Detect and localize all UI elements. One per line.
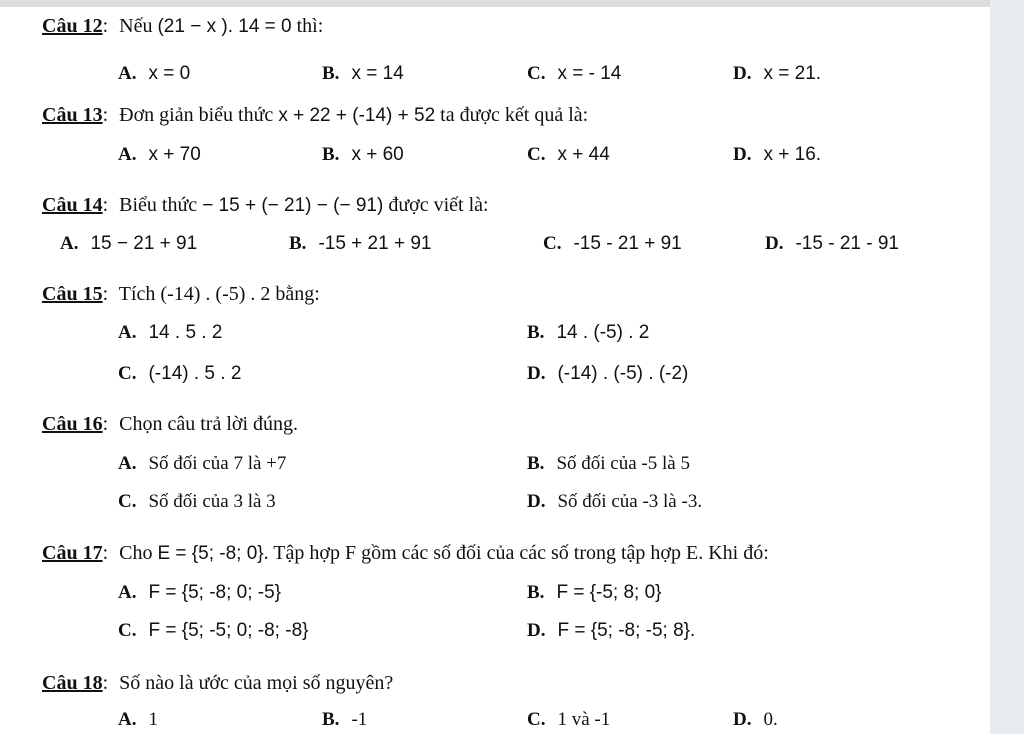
option-a xyxy=(60,232,197,256)
option-b xyxy=(322,62,404,86)
stem-text: được viết là: xyxy=(383,194,489,216)
question-stem xyxy=(42,671,393,695)
option-d xyxy=(765,232,899,256)
question-label: Câu 12 xyxy=(42,15,103,37)
option-letter: A. xyxy=(118,582,137,603)
label-colon: : xyxy=(102,194,109,216)
label-colon: : xyxy=(102,542,109,564)
question-label: Câu 17 xyxy=(42,542,103,564)
option-letter: D. xyxy=(733,709,752,730)
option-content: x = 0 xyxy=(148,63,191,84)
stem-text: Tích (-14) . (-5) . 2 bằng: xyxy=(118,283,320,305)
option-content: x = 21. xyxy=(763,63,822,84)
option-a xyxy=(118,143,201,167)
option-content: x + 16. xyxy=(763,144,822,165)
option-content: Số đối của -5 là 5 xyxy=(556,453,690,474)
option-content: F = {5; -5; 0; -8; -8} xyxy=(148,620,309,641)
stem-text: Biểu thức xyxy=(119,194,203,216)
stem-text: Số nào là ước của mọi số nguyên? xyxy=(119,672,394,694)
right-side-panel xyxy=(990,0,1024,734)
option-letter: C. xyxy=(118,620,137,641)
option-letter: D. xyxy=(527,620,546,641)
option-letter: B. xyxy=(527,322,545,343)
option-letter: C. xyxy=(527,709,546,730)
option-c xyxy=(118,490,276,514)
option-content: F = {-5; 8; 0} xyxy=(556,582,662,603)
stem-math: x + 22 + (-14) + 52 xyxy=(278,105,436,126)
option-letter: B. xyxy=(322,709,340,730)
stem-text: ta được kết quả là: xyxy=(435,104,589,126)
stem-text: thì: xyxy=(291,15,324,37)
question-stem xyxy=(42,193,489,218)
label-colon: : xyxy=(102,15,109,37)
option-d xyxy=(527,619,695,643)
option-content: -15 - 21 + 91 xyxy=(573,233,682,254)
option-content: x = 14 xyxy=(351,63,404,84)
option-d xyxy=(733,143,821,167)
option-letter: C. xyxy=(543,233,562,254)
label-colon: : xyxy=(102,672,109,694)
question-stem xyxy=(42,412,298,436)
option-b xyxy=(527,452,690,476)
option-content: 0. xyxy=(763,709,778,730)
option-c xyxy=(527,143,610,167)
option-letter: D. xyxy=(765,233,784,254)
question-label: Câu 14 xyxy=(42,194,103,216)
question-stem xyxy=(42,282,320,306)
option-a xyxy=(118,708,158,732)
stem-math: (21 − x ). 14 = 0 xyxy=(157,16,292,37)
option-letter: C. xyxy=(118,363,137,384)
option-letter: B. xyxy=(527,453,545,474)
option-letter: C. xyxy=(527,63,546,84)
option-letter: B. xyxy=(322,63,340,84)
option-content: -15 + 21 + 91 xyxy=(318,233,432,254)
option-d xyxy=(733,62,821,86)
option-content: Số đối của 3 là 3 xyxy=(148,491,276,512)
label-colon: : xyxy=(102,283,109,305)
option-d xyxy=(527,490,702,514)
option-letter: D. xyxy=(527,363,546,384)
option-content: F = {5; -8; -5; 8}. xyxy=(557,620,696,641)
option-a xyxy=(118,321,222,345)
option-letter: A. xyxy=(118,63,137,84)
document-page xyxy=(0,7,990,734)
option-letter: C. xyxy=(118,491,137,512)
option-letter: C. xyxy=(527,144,546,165)
option-content: 14 . 5 . 2 xyxy=(148,322,223,343)
stem-math: − 15 + (− 21) − (− 91) xyxy=(202,195,384,216)
option-b xyxy=(527,321,649,345)
option-content: Số đối của 7 là +7 xyxy=(148,453,287,474)
option-letter: A. xyxy=(118,709,137,730)
option-letter: D. xyxy=(733,63,752,84)
question-stem xyxy=(42,541,769,566)
option-content: 15 − 21 + 91 xyxy=(90,233,198,254)
option-c xyxy=(543,232,682,256)
option-a xyxy=(118,581,281,605)
option-content: -1 xyxy=(351,709,368,730)
option-letter: B. xyxy=(527,582,545,603)
option-content: 1 xyxy=(148,709,158,730)
question-label: Câu 18 xyxy=(42,672,103,694)
option-letter: B. xyxy=(322,144,340,165)
stem-text: Nếu xyxy=(119,15,158,37)
option-content: 14 . (-5) . 2 xyxy=(556,322,650,343)
option-d xyxy=(733,708,778,732)
option-d xyxy=(527,362,688,386)
option-letter: D. xyxy=(733,144,752,165)
option-content: F = {5; -8; 0; -5} xyxy=(148,582,282,603)
option-content: (-14) . 5 . 2 xyxy=(148,363,242,384)
option-content: x + 60 xyxy=(351,144,404,165)
option-letter: A. xyxy=(118,144,137,165)
option-content: Số đối của -3 là -3. xyxy=(557,491,703,512)
question-stem xyxy=(42,14,323,39)
stem-text: Cho xyxy=(119,542,158,564)
option-letter: B. xyxy=(289,233,307,254)
option-letter: D. xyxy=(527,491,546,512)
question-label: Câu 15 xyxy=(42,283,103,305)
label-colon: : xyxy=(102,413,109,435)
stem-text: . Tập hợp F gồm các số đối của các số trong tập hợp E. Khi đó: xyxy=(263,542,769,564)
question-label: Câu 16 xyxy=(42,413,103,435)
option-a xyxy=(118,452,286,476)
option-content: x = - 14 xyxy=(557,63,622,84)
option-content: -15 - 21 - 91 xyxy=(795,233,899,254)
option-content: x + 44 xyxy=(557,144,610,165)
stem-text: Chọn câu trả lời đúng. xyxy=(119,413,299,435)
option-b xyxy=(322,143,404,167)
top-toolbar-strip xyxy=(0,0,1024,7)
option-letter: A. xyxy=(60,233,79,254)
stem-math: E = {5; -8; 0} xyxy=(157,543,264,564)
option-content: x + 70 xyxy=(148,144,201,165)
option-letter: A. xyxy=(118,322,137,343)
question-stem xyxy=(42,103,588,128)
option-b xyxy=(527,581,662,605)
option-content: 1 và -1 xyxy=(557,709,611,730)
option-content: (-14) . (-5) . (-2) xyxy=(557,363,689,384)
option-c xyxy=(527,62,621,86)
option-b xyxy=(289,232,431,256)
question-label: Câu 13 xyxy=(42,104,103,126)
option-c xyxy=(118,619,308,643)
label-colon: : xyxy=(102,104,109,126)
option-c xyxy=(527,708,610,732)
stem-text: Đơn giản biểu thức xyxy=(119,104,279,126)
option-letter: A. xyxy=(118,453,137,474)
option-c xyxy=(118,362,241,386)
option-b xyxy=(322,708,367,732)
option-a xyxy=(118,62,190,86)
